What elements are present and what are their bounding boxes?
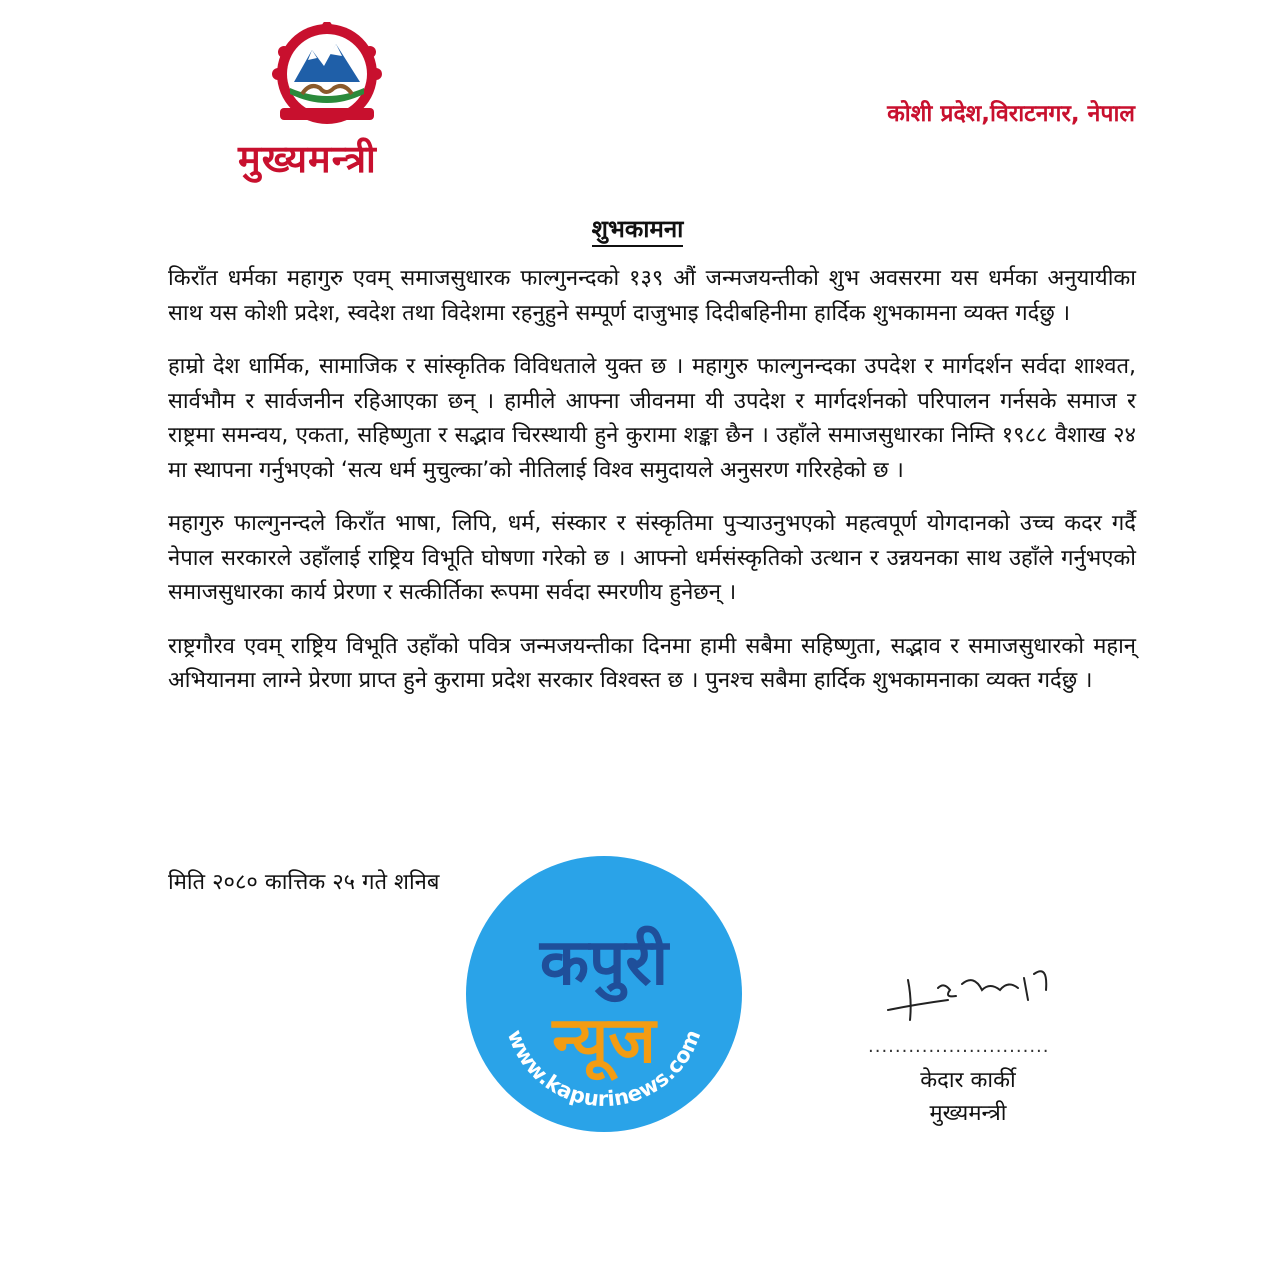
office-address: कोशी प्रदेश,विराटनगर, नेपाल: [887, 101, 1135, 127]
watermark-url-text: www.kapurinews.com: [502, 1026, 706, 1112]
watermark-url: [466, 856, 742, 1132]
watermark-line2: न्यूज: [552, 1004, 656, 1078]
letter-heading-text: शुभकामना: [592, 215, 684, 247]
signer-title: मुख्यमन्त्री: [929, 1101, 1007, 1126]
paragraph-4: राष्ट्रगौरव एवम् राष्ट्रिय विभूति उहाँको पवित्र जन्मजयन्तीका दिनमा हामी सबैमा सहिष्णुता, सद्भाव र समाजसुधारको महान् अभियानमा लाग्ने प्रेरणा प्राप्त हुने कुरामा प्रदेश सरकार विश्वस्त छ । पुनश्च सबैमा हार्दिक शुभकामनाका व्यक्त गर्दछु ।: [168, 633, 1136, 693]
letter-body: [168, 262, 1136, 718]
watermark-line1: कपुरी: [539, 926, 669, 1000]
date-line: मिति २०८० कात्तिक २५ गते शनिब: [168, 870, 440, 895]
nepal-emblem-icon: [262, 22, 392, 130]
svg-text:www.kapurinews.com: [503, 1026, 706, 1111]
signature-line: ...........................: [868, 1036, 1050, 1057]
signature-mark: [878, 960, 1078, 1030]
paragraph-1: किराँत धर्मका महागुरु एवम् समाजसुधारक फाल्गुनन्दको १३९ औं जन्मजयन्तीको शुभ अवसरमा यस धर्मका अनुयायीका साथ यस कोशी प्रदेश, स्वदेश तथा विदेशमा रहनुहुने सम्पूर्ण दाजुभाइ दिदीबहिनीमा हार्दिक शुभकामना व्यक्त गर्दछु ।: [168, 266, 1136, 326]
signer-name: केदार कार्की: [920, 1068, 1016, 1093]
office-title: मुख्यमन्त्री: [238, 137, 377, 181]
paragraph-2: हाम्रो देश धार्मिक, सामाजिक र सांस्कृतिक विविधताले युक्त छ । महागुरु फाल्गुनन्दका उपदेश र मार्गदर्शन सर्वदा शाश्वत, सार्वभौम र सार्वजनीन रहिआएका छन् । हामीले आफ्ना जीवनमा यी उपदेश र मार्गदर्शनको परिपालन गर्नसके समाज र राष्ट्रमा समन्वय, एकता, सहिष्णुता र सद्भाव चिरस्थायी हुने कुरामा शङ्का छैन । उहाँले समाजसुधारका निम्ति १९८८ वैशाख २४ मा स्थापना गर्नुभएको ‘सत्य धर्म मुचुल्का’को नीतिलाई विश्व समुदायले अनुसरण गरिरहेको छ ।: [168, 354, 1136, 483]
news-watermark: [466, 856, 742, 1132]
paragraph-3: महागुरु फाल्गुनन्दले किराँत भाषा, लिपि, धर्म, संस्कार र संस्कृतिमा पुर्‍याउनुभएको महत्वपूर्ण योगदानको उच्च कदर गर्दै नेपाल सरकारले उहाँलाई राष्ट्रिय विभूति घोषणा गरेको छ । आफ्नो धर्मसंस्कृतिको उत्थान र उन्नयनका साथ उहाँले गर्नुभएको समाजसुधारका कार्य प्रेरणा र सत्कीर्तिका रूपमा सर्वदा स्मरणीय हुनेछन् ।: [168, 511, 1136, 605]
letter-heading: [0, 212, 1275, 245]
